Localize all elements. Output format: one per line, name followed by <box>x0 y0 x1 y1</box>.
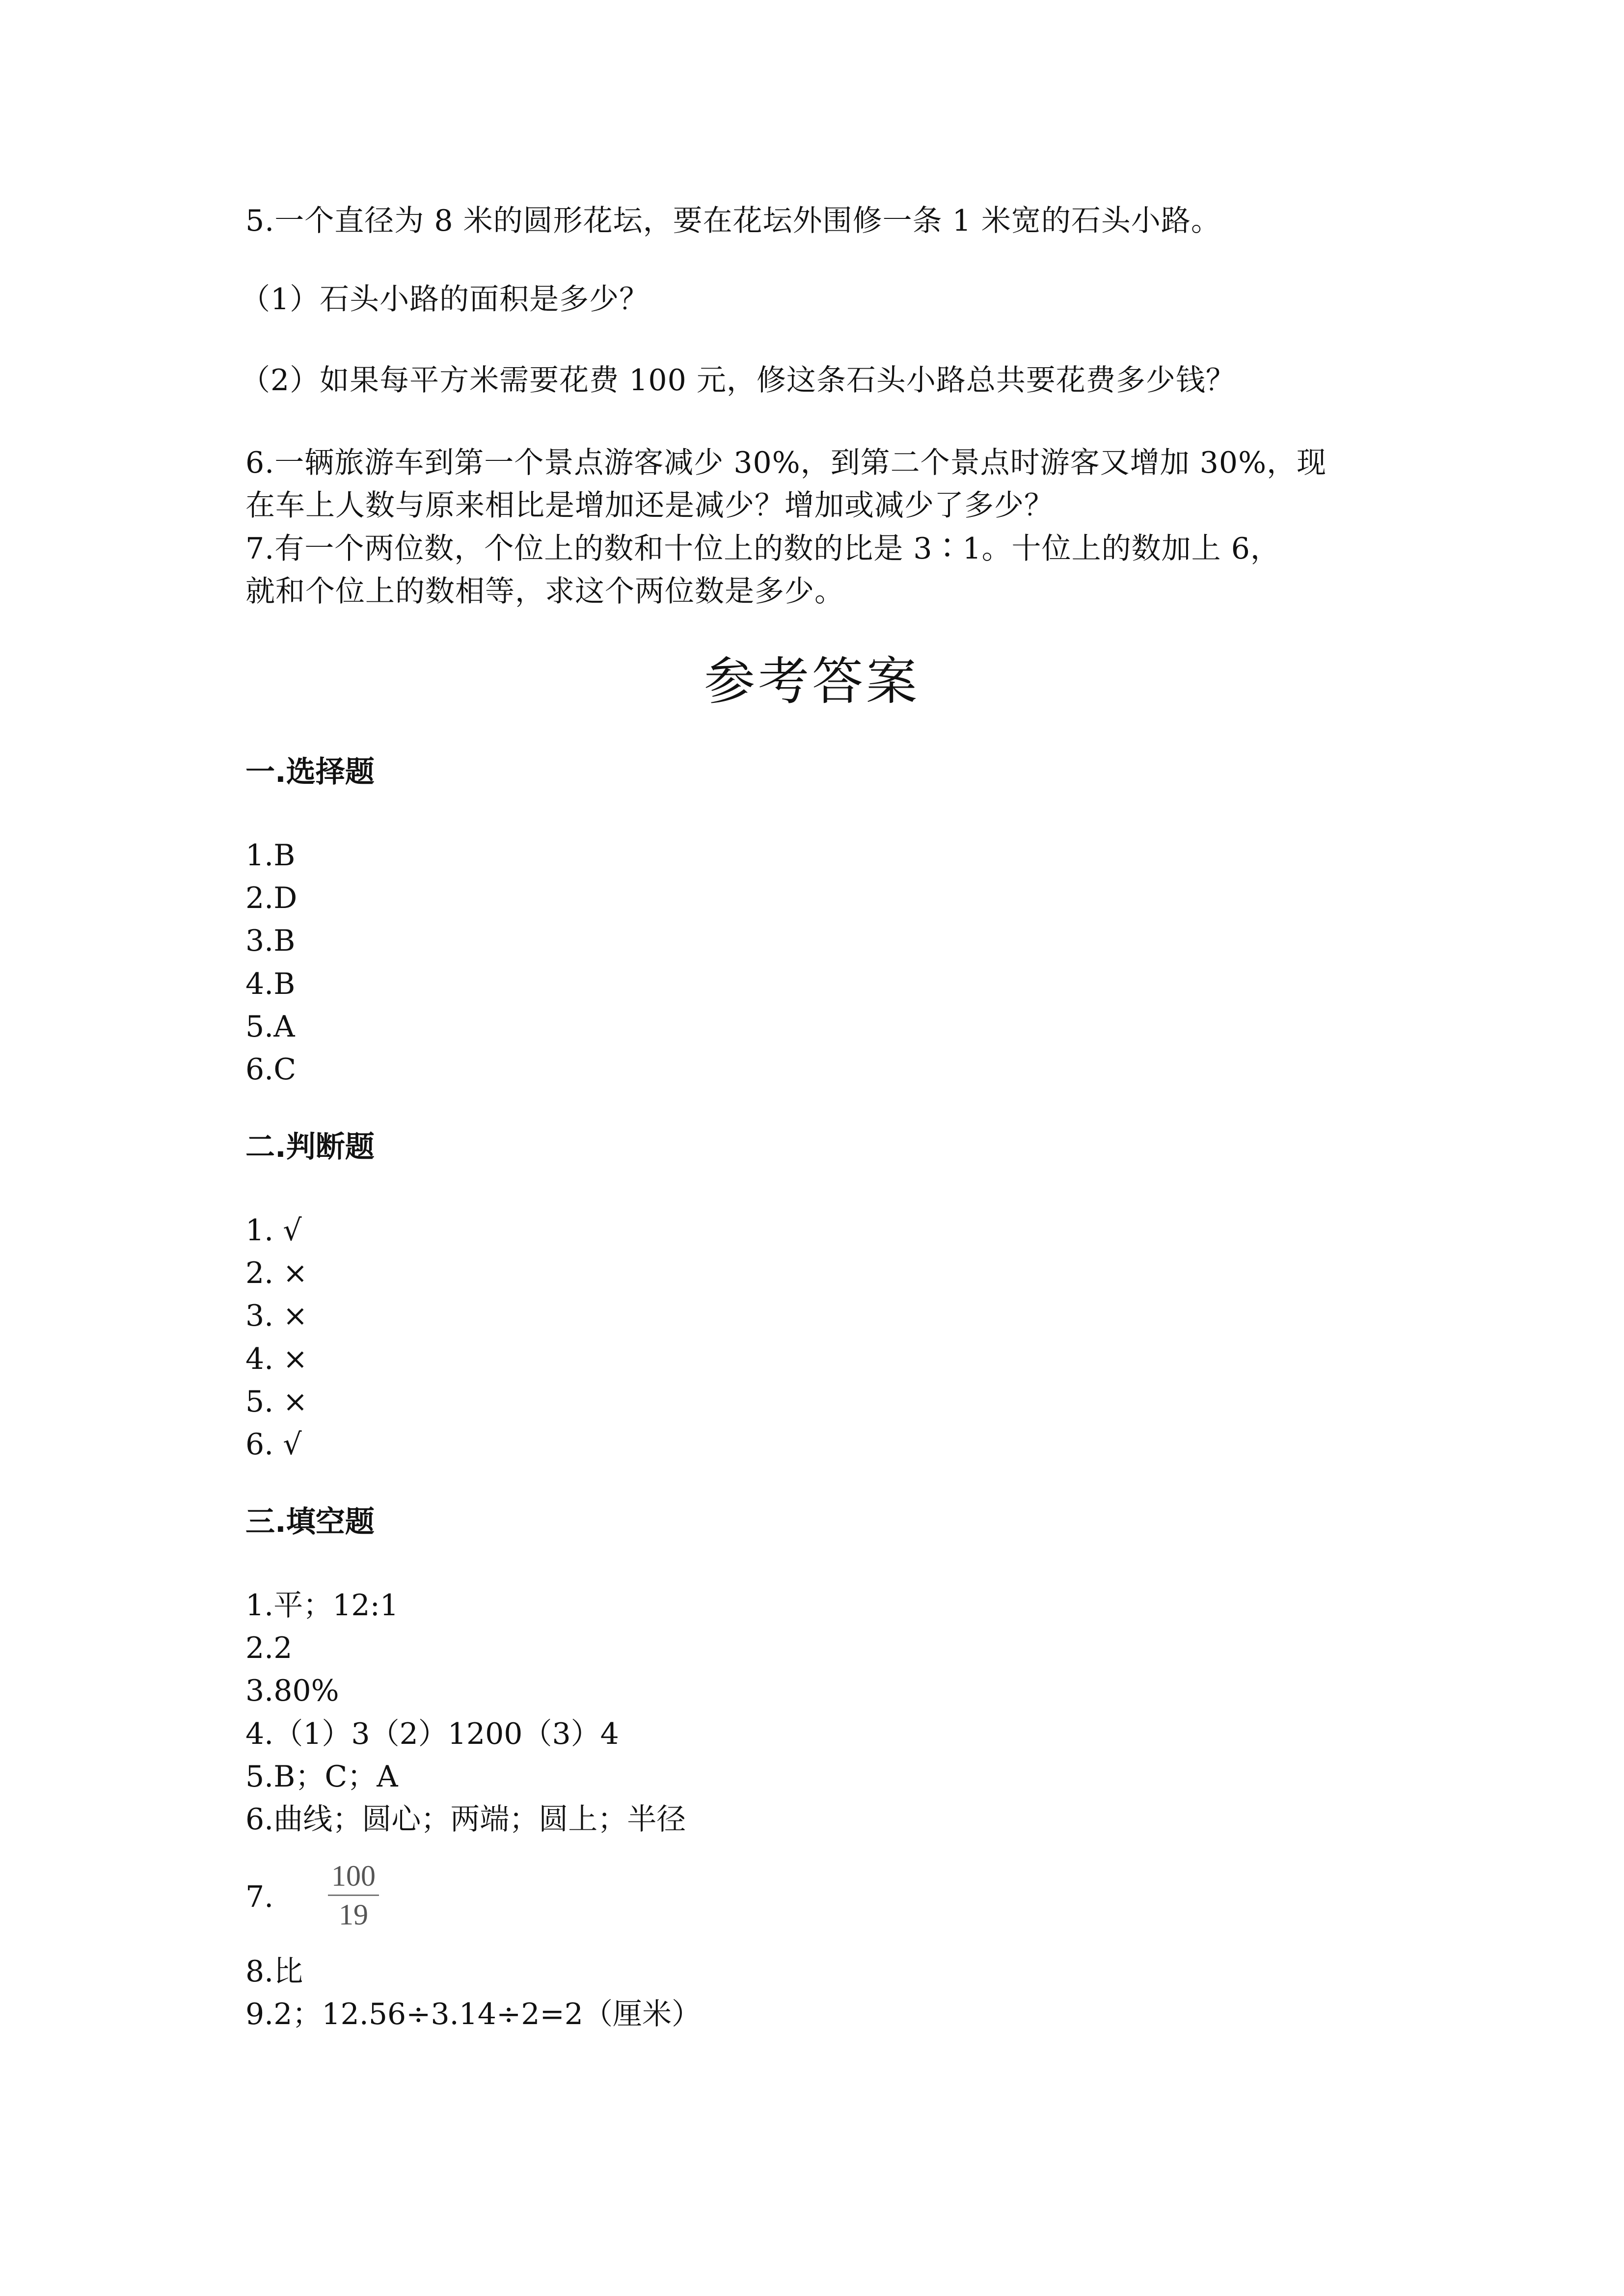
fill-answer: 1.平；12:1 <box>245 1588 399 1623</box>
fill-answer: 5.B；C；A <box>245 1760 398 1794</box>
section-heading-judge: 二.判断题 <box>245 1130 375 1164</box>
question-7-line-2: 就和个位上的数相等，求这个两位数是多少。 <box>245 574 844 609</box>
fill-answer: 3.80% <box>245 1674 339 1708</box>
fraction-bar <box>328 1895 379 1896</box>
fill-answer-number: 7. <box>245 1880 274 1914</box>
question-5: 5.一个直径为 8 米的圆形花坛，要在花坛外围修一条 1 米宽的石头小路。 <box>245 204 1221 238</box>
choice-answer: 4.B <box>245 967 296 1001</box>
question-5-part-2: （2）如果每平方米需要花费 100 元，修这条石头小路总共要花费多少钱？ <box>241 363 1236 398</box>
question-6-line-2: 在车上人数与原来相比是增加还是减少？增加或减少了多少？ <box>245 488 1054 523</box>
question-7-line-1: 7.有一个两位数，个位上的数和十位上的数的比是 3∶1。十位上的数加上 6， <box>245 532 1280 566</box>
section-heading-choice: 一.选择题 <box>245 755 375 789</box>
fill-answer: 6.曲线；圆心；两端；圆上；半径 <box>245 1802 686 1837</box>
judge-answer: 5. × <box>245 1385 308 1419</box>
fill-answer: 4.（1）3（2）1200（3）4 <box>245 1717 619 1751</box>
fill-answer: 2.2 <box>245 1631 293 1665</box>
choice-answer: 1.B <box>245 838 296 873</box>
judge-answer: 2. × <box>245 1256 308 1290</box>
judge-answer: 4. × <box>245 1342 308 1376</box>
question-5-part-1: （1）石头小路的面积是多少？ <box>241 282 650 317</box>
fraction-numerator: 100 <box>331 1860 376 1892</box>
choice-answer: 3.B <box>245 924 296 958</box>
fraction-denominator: 19 <box>339 1898 368 1931</box>
judge-answer: 1. √ <box>245 1213 302 1248</box>
judge-answer: 6. √ <box>245 1427 302 1462</box>
choice-answer: 5.A <box>245 1010 295 1044</box>
answer-title: 参考答案 <box>704 651 920 711</box>
choice-answer: 2.D <box>245 881 298 915</box>
fill-answer-fraction <box>245 1860 442 1934</box>
question-6-line-1: 6.一辆旅游车到第一个景点游客减少 30%，到第二个景点时游客又增加 30%，现 <box>245 446 1327 480</box>
fraction <box>328 1860 379 1931</box>
judge-answer: 3. × <box>245 1299 308 1333</box>
choice-answer: 6.C <box>245 1052 297 1087</box>
section-heading-fill: 三.填空题 <box>245 1505 375 1539</box>
fill-answer: 8.比 <box>245 1954 303 1989</box>
fill-answer: 9.2；12.56÷3.14÷2=2（厘米） <box>245 1997 701 2031</box>
